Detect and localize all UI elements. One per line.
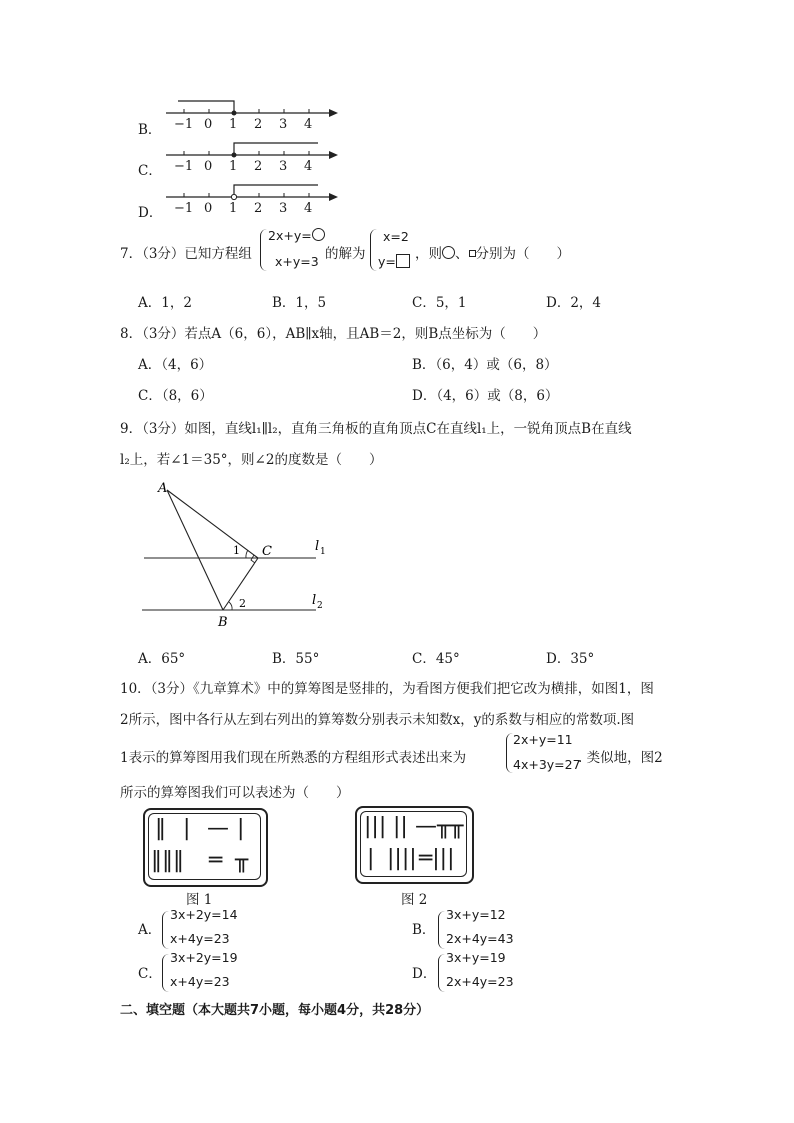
tick-label: 2 — [254, 201, 263, 216]
section-2-heading: 二、填空题（本大题共7小题，每小题4分，共28分） — [120, 1003, 430, 1018]
circle-placeholder-icon — [442, 246, 455, 259]
q10-option-a-eq1: 3x+2y=14 — [170, 907, 238, 922]
label-l1-sub: 1 — [320, 547, 326, 557]
tick-label: 1 — [229, 117, 238, 132]
q10-option-c-eq1: 3x+2y=19 — [170, 950, 238, 965]
q7-sol2: y= — [378, 254, 396, 269]
tick-label: 2 — [254, 159, 263, 174]
tick-label: −1 — [174, 117, 194, 132]
q7-suffix3: 分别为（ ） — [475, 246, 570, 262]
q6-option-d-label: D． — [138, 205, 163, 221]
q8-option-d: D．（4，6）或（8，6） — [412, 388, 559, 404]
q7-option-d: D．2，4 — [546, 295, 602, 311]
rod-cell: ‖‖‖ — [151, 848, 184, 873]
q10-option-d-eq2: 2x+4y=23 — [446, 974, 514, 989]
rod-cell: | — [367, 846, 375, 871]
circle-placeholder-icon — [312, 228, 325, 241]
angle-2-arc — [229, 602, 232, 610]
q7-suffix1: ，则 — [415, 246, 442, 262]
tick-label: 3 — [279, 201, 288, 216]
rod-cell: ‖ — [155, 816, 166, 841]
label-l1: l — [315, 539, 320, 554]
q7-option-c: C．5，1 — [412, 295, 467, 311]
tick-label: 4 — [304, 159, 313, 174]
q10-option-a-eq2: x+4y=23 — [170, 931, 230, 946]
q8-option-c: C．（8，6） — [138, 388, 213, 404]
rod-cell: ═ — [209, 848, 223, 873]
q6-option-c-label: C． — [138, 163, 162, 179]
counting-rod-figure-2 — [355, 806, 474, 884]
tick-label: 1 — [229, 201, 238, 216]
tick-label: −1 — [174, 159, 194, 174]
q9-option-b: B．55° — [272, 651, 320, 667]
rod-cell: —╥╥ — [415, 814, 464, 839]
q8-option-b: B．（6，4）或（6，8） — [412, 357, 558, 373]
q10-line2: 2所示，图中各行从左到右列出的算筹数分别表示未知数x，y的系数与相应的常数项.图 — [120, 712, 635, 728]
right-angle-mark — [251, 555, 255, 563]
fig1-caption: 图 1 — [186, 892, 213, 908]
q9-option-a: A．65° — [138, 651, 186, 667]
q7-mid: 的解为 — [325, 246, 366, 262]
q10-eq2: 4x+3y=27 — [513, 757, 581, 772]
fig2-caption: 图 2 — [401, 892, 428, 908]
tick-label: 0 — [204, 159, 213, 174]
q10-line3-suffix: . 类似地，图2 — [578, 750, 663, 766]
tick-label: 3 — [279, 159, 288, 174]
rod-cell: |||| — [387, 846, 417, 871]
square-placeholder-icon — [469, 250, 476, 257]
q6-option-b-label: B． — [138, 122, 162, 138]
q7-option-a: A．1，2 — [138, 295, 192, 311]
segment-ab — [167, 490, 223, 610]
rod-cell: ═||| — [419, 846, 455, 871]
label-angle-2: 2 — [239, 597, 246, 610]
q9-option-c: C．45° — [412, 651, 460, 667]
rod-cell: | — [183, 816, 191, 841]
tick-label: 4 — [304, 201, 313, 216]
tick-label: 1 — [229, 159, 238, 174]
q10-option-c-eq2: x+4y=23 — [170, 974, 230, 989]
label-l2-sub: 2 — [317, 601, 323, 611]
q8-option-a: A．（4，6） — [138, 357, 213, 373]
q9-stem-line1: 9．（3分）如图，直线l₁∥l₂，直角三角板的直角顶点C在直线l₁上，一锐角顶点B在直线 — [120, 421, 632, 437]
q7-sol1: x=2 — [383, 229, 409, 244]
angle-1-arc — [246, 550, 248, 558]
tick-label: 3 — [279, 117, 288, 132]
tick-label: 0 — [204, 201, 213, 216]
label-angle-1: 1 — [233, 544, 240, 557]
q10-option-b-eq1: 3x+y=12 — [446, 907, 506, 922]
label-a: A — [158, 481, 168, 496]
segment-ac — [167, 490, 258, 558]
q7-suffix2: 、 — [455, 246, 469, 262]
q7-brace-left — [260, 229, 267, 271]
q10-brace — [506, 733, 513, 773]
rod-cell: || — [393, 814, 408, 839]
label-b: B — [218, 615, 228, 630]
q9-option-d: D．35° — [546, 651, 595, 667]
q7-option-b: B．1，5 — [272, 295, 327, 311]
q10-option-b-label: B． — [412, 922, 436, 938]
q10-line3-prefix: 1表示的算筹图用我们现在所熟悉的方程组形式表述出来为 — [120, 750, 467, 766]
q7-eq2: x+y=3 — [275, 254, 319, 269]
q10-line1: 10．（3分）《九章算术》中的算筹图是竖排的，为看图方便我们把它改为横排，如图1，图 — [120, 681, 654, 697]
q10-option-c-label: C． — [138, 966, 162, 982]
label-l2: l — [312, 593, 317, 608]
q10-eq1: 2x+y=11 — [513, 732, 573, 747]
tick-label: 2 — [254, 117, 263, 132]
q10-option-d-eq1: 3x+y=19 — [446, 950, 506, 965]
tick-label: 4 — [304, 117, 313, 132]
q7-brace-right — [370, 229, 377, 271]
rod-cell: ||| — [364, 814, 387, 839]
tick-label: 0 — [204, 117, 213, 132]
square-placeholder-icon — [396, 254, 410, 268]
rod-cell: | — [237, 816, 245, 841]
q7-eq1: 2x+y= — [268, 228, 312, 243]
q10-option-a-label: A． — [138, 922, 162, 938]
q10-option-d-label: D． — [412, 966, 437, 982]
q8-stem: 8．（3分）若点A（6，6），AB∥x轴，且AB＝2，则B点坐标为（ ） — [120, 326, 547, 342]
q9-figure — [130, 476, 340, 631]
q9-stem-line2: l₂上，若∠1＝35°，则∠2的度数是（ ） — [120, 452, 383, 468]
label-c: C — [262, 544, 272, 559]
tick-label: −1 — [174, 201, 194, 216]
rod-cell: ╥ — [235, 848, 249, 873]
counting-rod-figure-1 — [143, 808, 268, 887]
q10-option-b-eq2: 2x+4y=43 — [446, 931, 514, 946]
rod-cell: — — [207, 816, 229, 841]
q7-stem-prefix: 7．（3分）已知方程组 — [120, 246, 252, 262]
q10-line4: 所示的算筹图我们可以表述为（ ） — [120, 785, 350, 801]
